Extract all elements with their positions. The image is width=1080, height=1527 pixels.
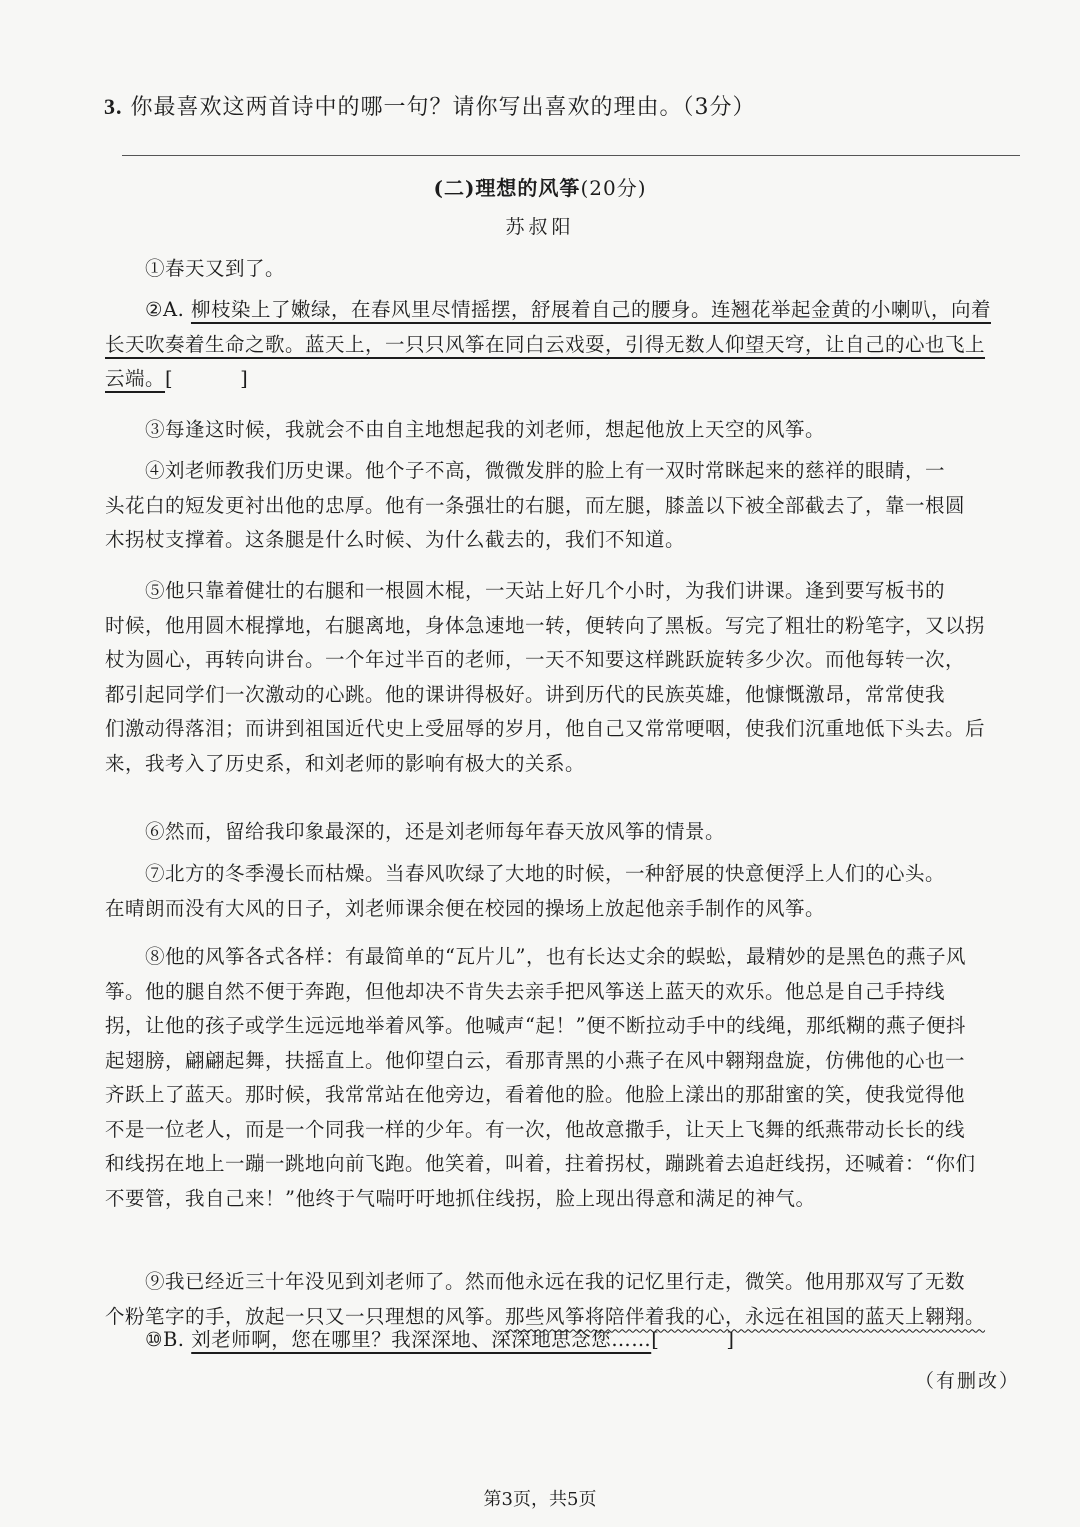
underlined-sentence: 云端。 bbox=[105, 367, 166, 390]
paragraph-1 bbox=[145, 252, 285, 287]
line-text: 个粉笔字的手，放起一只又一只理想的风筝。 bbox=[105, 1304, 506, 1328]
paragraph-5 bbox=[105, 574, 985, 781]
paragraph-line: 长天吹奏着生命之歌。蓝天上，一只只风筝在同白云戏耍，引得无数人仰望天穹，让自己的心也飞上 bbox=[105, 332, 986, 356]
label-b: ⑩B. bbox=[145, 1328, 192, 1351]
paragraph-8 bbox=[105, 940, 975, 1216]
paragraph-line: 们激动得落泪；而讲到祖国近代史上受屈辱的岁月，他自己又常常哽咽，使我们沉重地低下头去。后 bbox=[105, 717, 986, 740]
answer-line bbox=[122, 155, 1020, 156]
paragraph-line: ⑧他的风筝各式各样：有最简单的“瓦片儿”，也有长达丈余的蜈蚣，最精妙的是黑色的燕子风 bbox=[145, 945, 966, 968]
underlined-sentence: 刘老师啊，您在哪里？我深深地、深深地思念您…… bbox=[191, 1328, 652, 1351]
label-a: ②A. bbox=[145, 298, 191, 321]
paragraph-line: 在晴朗而没有大风的日子，刘老师课余便在校园的操场上放起他亲手制作的风筝。 bbox=[105, 896, 826, 920]
paragraph-line: ⑤他只靠着健壮的右腿和一根圆木棍，一天站上好几个小时，为我们讲课。逢到要写板书的 bbox=[145, 579, 946, 602]
paragraph-line: ⑦北方的冬季漫长而枯燥。当春风吹绿了大地的时候，一种舒展的快意便浮上人们的心头。 bbox=[145, 862, 946, 885]
question-text: 你最喜欢这两首诗中的哪一句？请你写出喜欢的理由。（3分） bbox=[130, 95, 756, 120]
paragraph-line: 木拐杖支撑着。这条腿是什么时候、为什么截去的，我们不知道。 bbox=[105, 528, 686, 551]
paragraph-line: 来，我考入了历史系，和刘老师的影响有极大的关系。 bbox=[105, 751, 586, 775]
paragraph-4 bbox=[105, 454, 965, 558]
question-3 bbox=[104, 90, 756, 121]
paragraph-line: 筝。他的腿自然不便于奔跑，但他却决不肯失去亲手把风筝送上蓝天的欢乐。他总是自己手持线 bbox=[105, 979, 946, 1003]
paragraph-line: ④刘老师教我们历史课。他个子不高，微微发胖的脸上有一双时常眯起来的慈祥的眼睛，一 bbox=[145, 459, 946, 482]
paragraph-line: 不要管，我自己来！”他终于气喘吁吁地抓住线拐，脸上现出得意和满足的神气。 bbox=[105, 1186, 816, 1210]
author: 苏叔阳 bbox=[505, 216, 575, 238]
paragraph-3 bbox=[145, 413, 825, 448]
section-title-text: (二)理想的风筝 bbox=[433, 176, 581, 200]
paragraph-line: 拐，让他的孩子或学生远远地举着风筝。他喊声“起！”便不断拉动手中的线绳，那纸糊的燕子便抖 bbox=[105, 1014, 966, 1037]
paragraph-line bbox=[105, 293, 991, 328]
paragraph-line bbox=[105, 362, 991, 397]
paragraph-line: ①春天又到了。 bbox=[145, 257, 286, 280]
paragraph-line: 齐跃上了蓝天。那时候，我常常站在他旁边，看着他的脸。他脸上漾出的那甜蜜的笑，使我觉得他 bbox=[105, 1083, 966, 1106]
paragraph-line: 不是一位老人，而是一个同我一样的少年。有一次，他故意撒手，让天上飞舞的纸燕带动长长的线 bbox=[105, 1117, 966, 1141]
paragraph-line: 都引起同学们一次激动的心跳。他的课讲得极好。讲到历代的民族英雄，他慷慨激昂，常常使我 bbox=[105, 682, 946, 706]
paragraph-line: ⑨我已经近三十年没见到刘老师了。然而他永远在我的记忆里行走，微笑。他用那双写了无数 bbox=[145, 1270, 966, 1293]
paragraph-line: 和线拐在地上一蹦一跳地向前飞跑。他笑着，叫着，拄着拐杖，蹦跳着去追赶线拐，还喊着：“你们 bbox=[105, 1152, 976, 1175]
paragraph-line: 杖为圆心，再转向讲台。一个年过半百的老师，一天不知要这样跳跃旋转多少次。而他每转一次， bbox=[105, 648, 966, 671]
paragraph-10 bbox=[145, 1323, 734, 1358]
paragraph-7 bbox=[105, 857, 945, 926]
paragraph-line: ⑥然而，留给我印象最深的，还是刘老师每年春天放风筝的情景。 bbox=[145, 820, 726, 843]
source-note: （有删改） bbox=[914, 1370, 1020, 1392]
wavy-underlined-sentence: 那些风筝将陪伴着我的心，永远在祖国的蓝天上翱翔。 bbox=[505, 1304, 986, 1328]
question-number: 3. bbox=[104, 94, 123, 119]
answer-bracket[interactable]: [ ] bbox=[165, 367, 249, 390]
paragraph-line: 时候，他用圆木棍撑地，右腿离地，身体急速地一转，便转向了黑板。写完了粗壮的粉笔字，又以拐 bbox=[105, 613, 986, 637]
section-score: (20分) bbox=[580, 176, 647, 200]
section-title bbox=[0, 172, 1080, 201]
paragraph-line: 起翅膀，翩翩起舞，扶摇直上。他仰望白云，看那青黑的小燕子在风中翱翔盘旋，仿佛他的心也一 bbox=[105, 1048, 966, 1072]
paragraph-line: ③每逢这时候，我就会不由自主地想起我的刘老师，想起他放上天空的风筝。 bbox=[145, 418, 826, 441]
paragraph-line: 头花白的短发更衬出他的忠厚。他有一条强壮的右腿，而左腿，膝盖以下被全部截去了，靠一根圆 bbox=[105, 493, 966, 517]
answer-bracket[interactable]: [ ] bbox=[651, 1328, 735, 1351]
paragraph-6 bbox=[145, 815, 725, 850]
page-footer: 第3页，共5页 bbox=[483, 1489, 597, 1510]
paragraph-2 bbox=[105, 293, 991, 397]
paragraph-line bbox=[145, 1323, 734, 1358]
underlined-sentence: 柳枝染上了嫩绿，在春风里尽情摇摆，舒展着自己的腰身。连翘花举起金黄的小喇叭，向着 bbox=[190, 298, 991, 321]
